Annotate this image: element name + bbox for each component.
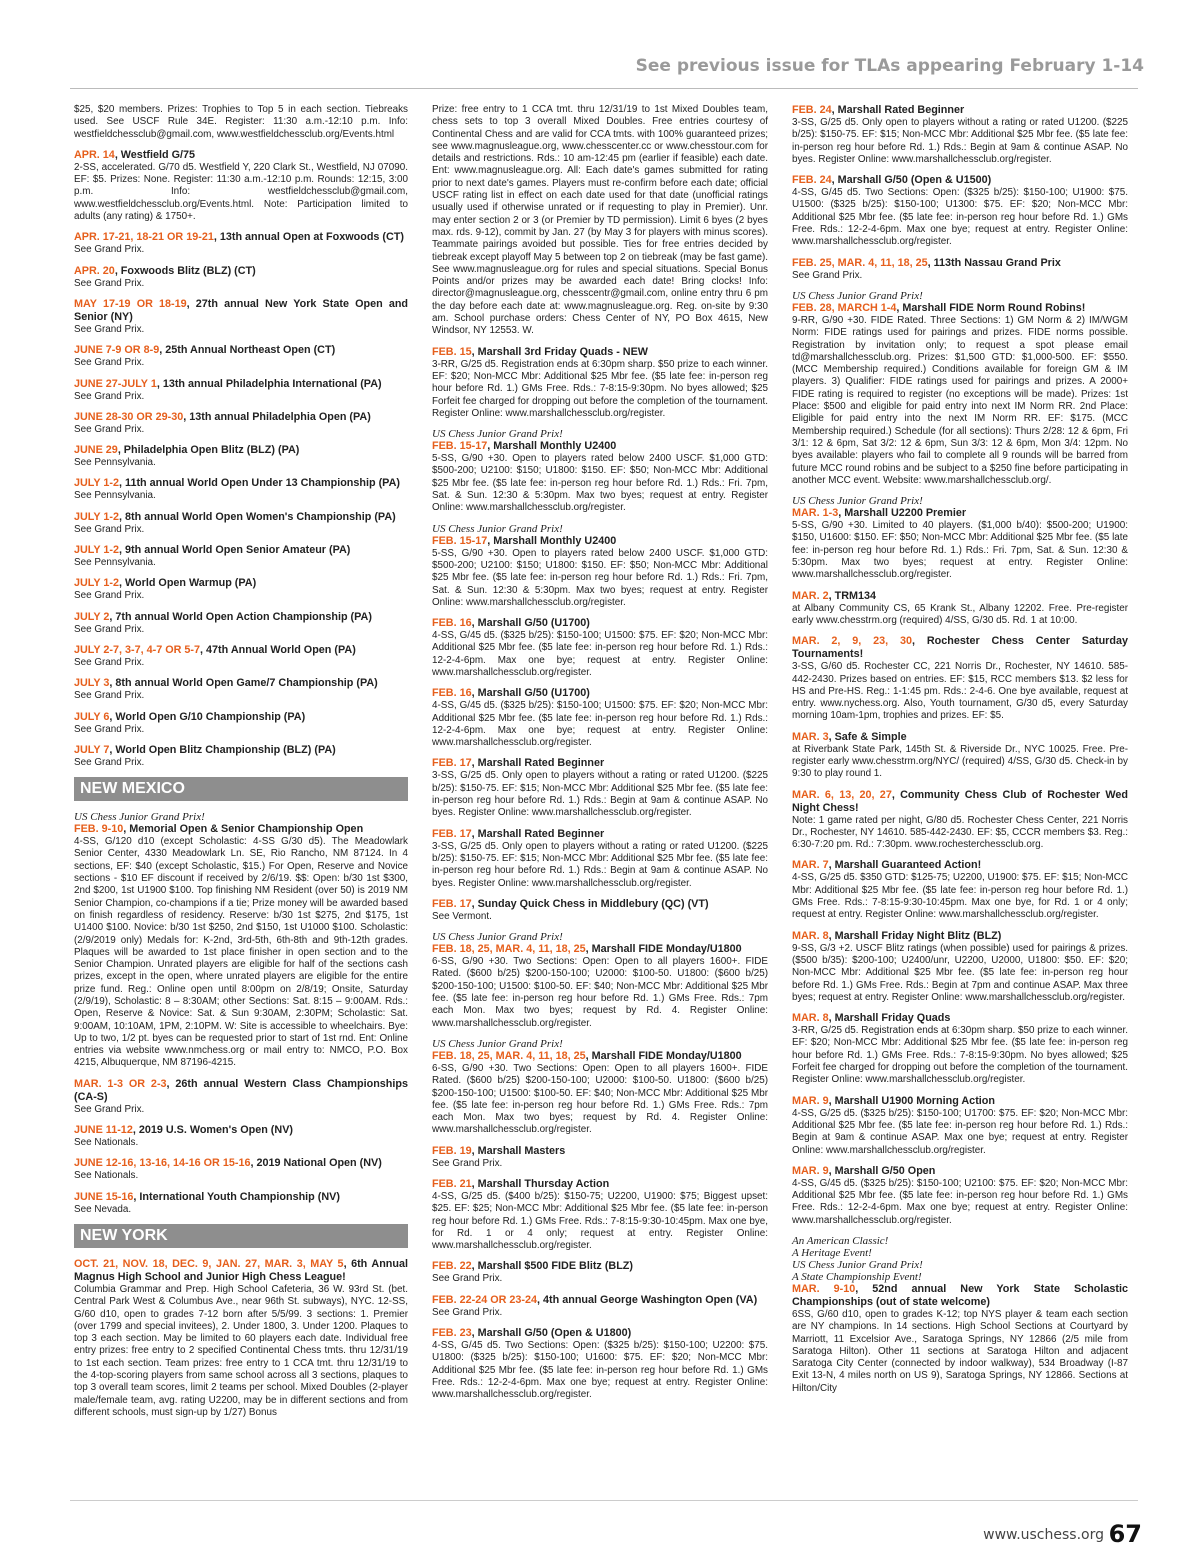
listing-date: MAR. 1-3 OR 2-3 — [74, 1077, 167, 1090]
listing-body: 3-SS, G/25 d5. Only open to players without a rating or rated U1200. ($225 b/25): $150-75. EF: $15; Non-MCC Mbr: Additional $25 Mbr fee. ($5 late fee: in-person reg hour before Rd. 1.) Rds.: Begin at 9am & continue ASAP. No byes. Register Online: www.marshallchessclub.org/register. — [432, 770, 768, 819]
tournament-listing — [792, 174, 1128, 248]
listing-title: , 27th annual New York State Open and Senior (NY) — [74, 297, 409, 323]
tournament-listing — [74, 344, 408, 369]
listing-title: , Marshall U2200 Premier — [838, 507, 967, 520]
listing-body: See Grand Prix. — [74, 423, 145, 435]
listing-date: FEB. 15 — [432, 345, 472, 358]
listing-body: 6-SS, G/90 +30. Two Sections: Open: Open to all players 1600+. FIDE Rated. ($600 b/25) $200-150-100; U2000: $100-50. U1800: ($600 b/25) $200-150-100; U1500: $100-50. EF: $40; Non-MCC Mbr: Additional $25 Mbr fee. ($5 late fee: in-person reg hour before Rd. 1.) GMs Free. Rds.: 7pm each Mon. Max two byes; request by Rd. 4. Register Online: www.marshallchessclub.org/register. — [432, 1062, 768, 1136]
running-header: See previous issue for TLAs appearing February 1-14 — [635, 56, 1144, 76]
listing-heading — [74, 644, 408, 657]
listing-date: FEB. 28, MARCH 1-4 — [792, 301, 897, 314]
listing-heading — [792, 1012, 1128, 1025]
tournament-listing — [432, 523, 768, 609]
listing-heading — [74, 411, 408, 424]
listing-title: , 13th annual Philadelphia Open (PA) — [183, 410, 371, 423]
tournament-listing — [74, 711, 408, 736]
listing-title: , Marshall FIDE Norm Round Robins! — [896, 301, 1086, 314]
tournament-listing — [792, 1095, 1128, 1157]
listing-title: , 8th annual World Open Game/7 Championship (PA) — [109, 677, 378, 690]
tournament-listing — [74, 1078, 408, 1116]
listing-date: JUNE 7-9 OR 8-9 — [74, 344, 160, 357]
tournament-listing — [792, 731, 1128, 781]
listing-kicker: US Chess Junior Grand Prix! — [792, 495, 923, 508]
tournament-listing — [792, 290, 1128, 487]
listing-body: 3-SS, G/25 d5. Only open to players without a rating or rated U1200. ($225 b/25): $150-75. EF: $15; Non-MCC Mbr: Additional $25 Mbr fee. ($5 late fee: in-person reg hour before Rd. 1.) Rds.: Begin at 9am & continue ASAP. No byes. Register Online: www.marshallchessclub.org/register. — [792, 117, 1128, 165]
listing-title: , International Youth Championship (NV) — [133, 1190, 340, 1203]
listing-date: FEB. 15-17 — [432, 440, 488, 453]
listing-body: at Albany Community CS, 65 Krank St., Albany 12202. Free. Pre-register early www.chesstrm.org (required) 4/SS, G/30 d5. Rd. 1 at 10:00. — [792, 602, 1128, 626]
listing-body: 6SS, G/60 d10, open to grades K-12; top NYS player & team each section are NY champions. In 14 sections. High School Sections at Courtyard by Marriott, 11 Excelsior Ave., Saratoga Springs, NY 12866 (2/5 mile from Saratoga Hilton). Other 11 sections at Saratoga Hilton and adjacent Saratoga City Center (connected by indoor walkway), 534 Broadway (I-87 Exit 13-N, 4 miles north on US 9), Saratoga Springs, NY 12866. Sections at Hilton/City — [792, 1309, 1128, 1394]
listing-body: 3-RR, G/25 d5. Registration ends at 6:30pm sharp. $50 prize to each winner. EF: $20; Non-MCC Mbr: Additional $25 Mbr fee. ($5 late fee: in-person reg hour before Rd. 1.) GMs Free. Rds.: 7-8:15-9:30pm. No byes allowed; $25 Forfeit fee charged for dropping out before the completion of the tournament. Register Online: www.marshallchessclub.org/register. — [792, 1025, 1128, 1086]
listing-heading — [432, 687, 768, 700]
listing-body: See Grand Prix. — [74, 756, 145, 768]
listing-body: See Grand Prix. — [74, 690, 145, 702]
listing-heading — [74, 1258, 408, 1284]
listing-heading — [74, 611, 408, 624]
listing-title: , Marshall G/50 Open — [828, 1164, 936, 1177]
listing-body: $25, $20 members. Prizes: Trophies to Top 5 in each section. Tiebreaks used. See USCF Rule 34E. Register: 11:30 a.m.-12:10 p.m. Info: westfieldchessclub@gmail.com, www.westfieldchessclub.org/Events.html — [74, 104, 408, 140]
listing-date: MAR. 2, 9, 23, 30 — [792, 635, 912, 648]
listing-body: Columbia Grammar and Prep. High School Cafeteria, 36 W. 93rd St. (bet. Central Park West & Columbus Ave., near 96th St. subways), NYC. 12-SS, G/60 d10, open to grades 7-12 born after 5/5/99. 3 sections: 1. Premier (over 1799 and special invitees), 2. Under 1800, 3. Under 1200. Plaques to top 3 each section. May be limited to 60 players each date. Individual free entry prizes: free entry to 2 specified Continental Chess tmts. thru 12/31/19 to 1st each section. Team prizes: free entry to 1 CCA tmt. thru 12/31/19 to the 4-top-scoring players from same school across all 3 sections, plaques to top 3 overall team scores, limit 2 teams per school. Mixed Doubles (2-player male/female team, avg. rating U2200, may be in different sections and from different schools, must sign-up by 1/27) Bonus — [74, 1283, 408, 1418]
listing-date: JUNE 29 — [74, 444, 118, 457]
listing-kicker: A State Championship Event! — [792, 1271, 922, 1283]
listing-body: 3-RR, G/25 d5. Registration ends at 6:30pm sharp. $50 prize to each winner. EF: $20; Non-MCC Mbr: Additional $25 Mbr fee. ($5 late fee: in-person reg hour before Rd. 1.) GMs Free. Rds.: 7-8:15-9:30pm. No byes allowed; $25 Forfeit fee charged for dropping out before the completion of the tournament. Register Online: www.marshallchessclub.org/register. — [432, 358, 768, 419]
listing-body: 9-RR, G/90 +30. FIDE Rated. Three Sections: 1) GM Norm & 2) IM/WGM Norm: FIDE ratings used for pairings and prizes. FIDE norms possible. Registration by invitation only; to request a spot please email td@marshallchessclub.org. Prizes: $1,500 GTD: $1,000-500. EF: $550. (MCC Membership required.) Conditions available for foreign GM & IM players. 3) Qualifier: FIDE ratings used for pairings and prizes. A 2000+ FIDE rating is required to register (no exceptions will be made). Prizes: 1st Place: $500 and eligible for paid entry into next IM Norm RR. 2nd Place: Eligible for paid entry into the next IM Norm RR. EF: $175. (MCC Membership required.) Schedule (for all sections): Thurs 2/28: 12 & 6pm, Fri 3/1: 12 & 6pm, Sat 3/2: 12 & 6pm, Sun 3/3: 12 & 6pm, Mon 3/4: 12pm. No byes available: players who fail to complete all 9 rounds will be barred from future MCC round robins and be subject to a $250 fine before participating in another MCC event. Website: www.marshallchessclub.org/. — [792, 314, 1128, 486]
listing-body: 3-SS, G/25 d5. Only open to players without a rating or rated U1200. ($225 b/25): $150-75. EF: $15; Non-MCC Mbr: Additional $25 Mbr fee. ($5 late fee: in-person reg hour before Rd. 1.) Rds.: Begin at 9am & continue ASAP. No byes. Register Online: www.marshallchessclub.org/register. — [432, 840, 768, 889]
tournament-listing — [792, 789, 1128, 852]
tournament-listing — [792, 1165, 1128, 1227]
listing-title: , World Open Warmup (PA) — [119, 577, 257, 590]
listing-heading — [432, 898, 768, 911]
listing-title: , 52nd annual New York State Scholastic Championships (out of state welcome) — [792, 1283, 1129, 1308]
listing-date: JULY 1-2 — [74, 577, 120, 590]
listing-title: , Marshall Guaranteed Action! — [828, 859, 982, 872]
tournament-listing — [432, 104, 768, 338]
column-2 — [432, 104, 768, 1410]
listing-title: , Marshall Masters — [471, 1144, 566, 1157]
listing-body: Note: 1 game rated per night, G/80 d5. Rochester Chess Center, 221 Norris Dr., Rochester, NY 14610. 585-442-2430. EF: $5, CCCR members $3. Reg.: 6:30-7:20 pm. Rd.: 7:30pm. www.rochesterchessclub.org. — [792, 814, 1128, 851]
tournament-listing — [432, 757, 768, 819]
listing-date: JULY 2 — [74, 610, 110, 623]
listing-title: , Marshall $500 FIDE Blitz (BLZ) — [471, 1260, 633, 1273]
listing-body: See Grand Prix. — [74, 323, 145, 335]
listing-body: See Grand Prix. — [74, 1103, 145, 1115]
listing-date: FEB. 25, MAR. 4, 11, 18, 25 — [792, 256, 928, 269]
listing-date: JULY 3 — [74, 677, 110, 690]
listing-heading — [74, 823, 408, 836]
tournament-listing — [74, 1191, 408, 1216]
tournament-listing — [432, 828, 768, 890]
listing-heading — [432, 617, 768, 630]
listing-body: 5-SS, G/90 +30. Limited to 40 players. ($1,000 b/40): $500-200; U1900: $150, U1600: $150. EF: $50; Non-MCC Mbr: Additional $25 Mbr fee. ($5 late fee: in-person reg hour before Rd. 1.) Rds.: Fri. 7pm, Sat. & Sun. 12:30 & 5:30pm. Max two byes; request at entry. Register Online: www.marshallchessclub.org/register. — [792, 520, 1128, 581]
listing-date: FEB. 24 — [792, 104, 832, 116]
tournament-listing — [74, 231, 408, 256]
listing-date: APR. 20 — [74, 264, 115, 277]
listing-title: , Marshall Rated Beginner — [471, 757, 605, 770]
listing-title: , 13th annual Philadelphia International (PA) — [156, 377, 382, 390]
tournament-listing — [792, 1012, 1128, 1086]
tournament-listing — [74, 511, 408, 536]
footer-site: www.uschess.org — [983, 1527, 1104, 1543]
tournament-listing — [432, 1178, 768, 1252]
listing-body: See Grand Prix. — [74, 523, 145, 535]
tournament-listing — [74, 811, 408, 1070]
listing-title: , 7th annual World Open Action Championship (PA) — [109, 610, 372, 623]
section-heading: NEW YORK — [74, 1224, 408, 1248]
listing-date: JUNE 15-16 — [74, 1190, 134, 1203]
listing-body: 4-SS, G/25 d5. $350 GTD: $125-75; U2200, U1900: $75. EF: $15; Non-MCC Mbr: Additional $25 Mbr fee. ($5 late fee: in-person reg hour before Rd. 1.) GMs Free. Rds.: 7-8:15-9:30-10:45pm. Max one bye, for Rd. 1 or 4 only; request at entry. Register Online: www.marshallchessclub.org/register. — [792, 872, 1128, 921]
listing-heading — [74, 711, 408, 724]
listing-date: JULY 1-2 — [74, 510, 120, 523]
listing-title: , 113th Nassau Grand Prix — [927, 256, 1061, 269]
listing-body: See Pennsylvania. — [74, 557, 156, 569]
listing-title: , Marshall Friday Night Blitz (BLZ) — [828, 929, 1002, 942]
listing-date: FEB. 9-10 — [74, 823, 124, 836]
listing-kicker: US Chess Junior Grand Prix! — [432, 931, 563, 944]
listing-kicker: US Chess Junior Grand Prix! — [432, 428, 563, 441]
listing-heading — [74, 298, 408, 324]
listing-body: See Grand Prix. — [74, 723, 145, 735]
listing-kicker: US Chess Junior Grand Prix! — [792, 1259, 923, 1271]
listing-date: OCT. 21, NOV. 18, DEC. 9, JAN. 27, MAR. 3, MAY 5 — [74, 1257, 344, 1270]
listing-date: MAR. 8 — [792, 1012, 829, 1025]
listing-body: 5-SS, G/90 +30. Open to players rated below 2400 USCF. $1,000 GTD: $500-200; U2100: $150; U1800: $150. EF: $50; Non-MCC Mbr: Additional $25 Mbr fee. ($5 late fee: in-person reg hour before Rd. 1.) Rds.: Fri. 7pm, Sat. & Sun. 12:30 & 5:30pm. Max two byes; request at entry. Register Online: www.marshallchessclub.org/register. — [432, 453, 768, 514]
tournament-listing — [74, 677, 408, 702]
listing-date: APR. 14 — [74, 148, 115, 161]
tournament-listing — [74, 1258, 408, 1419]
listing-date: JULY 6 — [74, 710, 110, 723]
listing-kicker: US Chess Junior Grand Prix! — [432, 1037, 563, 1050]
listing-body: 4-SS, G/45 d5. ($325 b/25): $150-100; U1500: $75. EF: $20; Non-MCC Mbr: Additional $25 Mbr fee. ($5 late fee: in-person reg hour before Rd. 1.) Rds.: 12-2-4-6pm. Max one bye; request at entry. Register Online: www.marshallchessclub.org/register. — [432, 630, 768, 678]
listing-heading — [74, 677, 408, 690]
tournament-listing — [74, 444, 408, 469]
listing-body: 2-SS, accelerated. G/70 d5. Westfield Y, 220 Clark St., Westfield, NJ 07090. EF: $5. Prizes: None. Register: 11:30 a.m.-12:10 p.m. Rounds: 12:15, 3:00 p.m. Info: westfieldchessclub@gmail.com, www.westfieldchessclub.org/Events.html. Note: Participation limited to adults (any rating) & 1750+. — [74, 161, 408, 223]
listing-title: , Marshall G/50 (Open & U1500) — [831, 174, 992, 187]
listing-heading — [792, 104, 1128, 117]
listing-body: 4-SS, G/45 d5. ($325 b/25): $150-100; U1500: $75. EF: $20; Non-MCC Mbr: Additional $25 Mbr fee. ($5 late fee: in-person reg hour before Rd. 1.) Rds.: 12-2-4-6pm. Max one bye; request at entry. Register Online: www.marshallchessclub.org/register. — [432, 700, 768, 749]
tournament-listing — [74, 265, 408, 290]
tournament-listing — [74, 577, 408, 602]
listing-heading — [432, 346, 768, 359]
listing-heading — [74, 231, 408, 244]
listing-heading — [74, 1191, 408, 1204]
listing-title: , 47th Annual World Open (PA) — [200, 643, 356, 656]
listing-heading — [432, 1178, 768, 1191]
tournament-listing — [432, 1327, 768, 1401]
listing-date: JUNE 28-30 OR 29-30 — [74, 410, 184, 423]
listing-heading — [432, 1050, 768, 1063]
listing-date: FEB. 21 — [432, 1178, 472, 1190]
listing-heading — [792, 1283, 1128, 1309]
listing-body: 4-SS, G/45 d5. ($325 b/25): $150-100; U2100: $75. EF: $20; Non-MCC Mbr: Additional $25 Mbr fee. ($5 late fee: in-person reg hour before Rd. 1.) GMs Free. Rds.: 12-2-4-6pm. Max one bye; request at entry. Register Online: www.marshallchessclub.org/register. — [792, 1177, 1128, 1226]
listing-title: , Foxwoods Blitz (BLZ) (CT) — [114, 264, 256, 277]
listing-heading — [74, 444, 408, 457]
listing-heading — [74, 378, 408, 391]
listing-heading — [432, 943, 768, 956]
listing-heading — [74, 265, 408, 278]
tournament-listing — [432, 1038, 768, 1137]
listing-date: MAR. 9 — [792, 1164, 829, 1177]
listing-kicker: An American Classic! — [792, 1235, 889, 1247]
listing-date: MAR. 2 — [792, 589, 829, 602]
listing-heading — [792, 590, 1128, 603]
listing-body: 9-SS, G/3 +2. USCF Blitz ratings (when possible) used for pairings & prizes. ($500 b/35): $200-100; U2400/unr, U2200, U2000, U1800: $50. EF: $20; Non-MCC Mbr: Additional $25 Mbr fee. ($5 late fee: in-person reg hour before Rd. 1.) GMs Free. Rds.: Begin at 7pm and continue ASAP. Max three byes; request at entry. Register Online: www.marshallchessclub.org/register. — [792, 942, 1128, 1003]
listing-heading — [74, 544, 408, 557]
listing-date: FEB. 18, 25, MAR. 4, 11, 18, 25 — [432, 1049, 586, 1062]
listing-body: See Grand Prix. — [74, 390, 145, 402]
listing-heading — [792, 930, 1128, 943]
listing-date: JULY 1-2 — [74, 477, 120, 490]
listing-title: , Philadelphia Open Blitz (BLZ) (PA) — [117, 444, 300, 457]
tournament-listing — [432, 428, 768, 514]
listing-heading — [792, 257, 1128, 270]
listing-heading — [432, 440, 768, 453]
listing-date: APR. 17-21, 18-21 OR 19-21 — [74, 231, 214, 244]
listing-date: JUNE 12-16, 13-16, 14-16 OR 15-16 — [74, 1157, 251, 1170]
tournament-listing — [432, 1145, 768, 1170]
listing-body: See Pennsylvania. — [74, 457, 156, 469]
listing-date: MAR. 6, 13, 20, 27 — [792, 788, 892, 801]
header-rule — [70, 88, 1138, 89]
listing-body: See Grand Prix. — [74, 244, 145, 256]
listing-title: , Marshall U1900 Morning Action — [828, 1094, 995, 1107]
listing-title: , Marshall Rated Beginner — [831, 104, 965, 116]
listing-title: , Marshall Monthly U2400 — [487, 534, 617, 547]
listing-heading — [74, 477, 408, 490]
listing-date: MAR. 8 — [792, 929, 829, 942]
tournament-listing — [74, 411, 408, 436]
footer-rule — [70, 1500, 1138, 1501]
listing-date: FEB. 18, 25, MAR. 4, 11, 18, 25 — [432, 943, 586, 956]
listing-heading — [792, 507, 1128, 520]
column-3 — [792, 104, 1128, 1403]
listing-title: , 9th annual World Open Senior Amateur (PA) — [119, 544, 351, 557]
listing-body: See Grand Prix. — [74, 656, 145, 668]
tournament-listing — [74, 477, 408, 502]
listing-title: , Marshall Thursday Action — [471, 1178, 610, 1190]
listing-title: , 6th Annual Magnus High School and Junior High Chess League! — [74, 1257, 408, 1283]
listing-body: 3-SS, G/60 d5. Rochester CC, 221 Norris Dr., Rochester, NY 14610. 585-442-2430. Prizes based on entries. EF: $15, RCC members $13. $2 less for HS and Pre-HS. Reg.: 1-1:45 pm. Rds.: 2-4-6. One bye available, request at entry. www.nychess.org. Also, Youth tournament, G/30 d5, every Saturday morning 10am-1pm, trophies and prizes. EF: $5. — [792, 661, 1128, 722]
listing-heading — [74, 744, 408, 757]
listing-heading — [74, 1124, 408, 1137]
tournament-listing — [432, 1294, 768, 1319]
listing-date: FEB. 16 — [432, 617, 472, 630]
listing-date: FEB. 17 — [432, 827, 472, 840]
listing-body: 5-SS, G/90 +30. Open to players rated below 2400 USCF. $1,000 GTD: $500-200; U2100: $150; U1800: $150. EF: $50; Non-MCC Mbr: Additional $25 Mbr fee. ($5 late fee: in-person reg hour before Rd. 1.) Rds.: Fri. 7pm, Sat. & Sun. 12:30 & 5:30pm. Max two byes; request at entry. Register Online: www.marshallchessclub.org/register. — [432, 547, 768, 608]
listing-date: FEB. 17 — [432, 897, 472, 910]
listing-title: , Marshall G/50 (U1700) — [471, 687, 590, 700]
listing-title: , Marshall FIDE Monday/U1800 — [585, 943, 742, 956]
tournament-listing — [792, 590, 1128, 628]
listing-date: FEB. 16 — [432, 687, 472, 700]
tournament-listing — [792, 104, 1128, 166]
tournament-listing — [432, 931, 768, 1030]
listing-title: , Memorial Open & Senior Championship Open — [123, 823, 364, 836]
listing-body: 6-SS, G/90 +30. Two Sections: Open: Open to all players 1600+. FIDE Rated. ($600 b/25) $200-150-100; U2000: $100-50. U1800: ($600 b/25) $200-150-100; U1500: $100-50. EF: $40; Non-MCC Mbr: Additional $25 Mbr fee. ($5 late fee: in-person reg hour before Rd. 1.) GMs Free. Rds.: 7pm each Mon. Max two byes; request by Rd. 4. Register Online: www.marshallchessclub.org/register. — [432, 956, 768, 1029]
listing-title: , Marshall G/50 (Open & U1800) — [471, 1327, 632, 1340]
listing-body: Prize: free entry to 1 CCA tmt. thru 12/31/19 to 1st Mixed Doubles team, chess sets to top 3 overall Mixed Doubles. Free entries courtesy of Continental Chess and are valid for CCA tmts. with 100% guaranteed prizes; see www.magnusleague.org, www.chesscenter.cc or www.chesstour.com for details and restrictions. Rds.: 10 am-12:45 pm (earlier if feasible) each date. Ent: www.magnusleague.org. All: Each date's games submitted for rating prior to next date's games. Players must re-confirm before each date; official USCF rating list in effect on each date used for that date (unofficial ratings usually used if otherwise unrated or if requesting to play in Premier). Unr. may enter section 2 or 3 (or Premier by TD permission). Limit 6 byes (2 byes max. rds. 9-12), commit by Jan. 27 (by May 3 for players with minus scores). Teammate pairings avoided but possible. Ties for free entries decided by tiebreak except playoff May 5 between top 2 on tiebreak (may be fast game). See www.magnusleague.org for rules and special situations. Special Bonus Points and/or prizes may be awarded each date! Bring clocks! Info: director@magnusleague.org, chesscentr@gmail.com, online entry thru 6 pm the day before each date at: www.magnusleague.org. Reg. on-site by 9:30 am. School purchase orders: Chess Center of NY, PO Box 4615, New Windsor, NY 12553. W. — [432, 104, 768, 337]
listing-date: FEB. 23 — [432, 1327, 472, 1340]
listing-date: JUNE 11-12 — [74, 1124, 133, 1137]
listing-title: , 2019 U.S. Women's Open (NV) — [132, 1124, 293, 1137]
listing-kicker: US Chess Junior Grand Prix! — [432, 522, 563, 535]
listing-title: , Marshall G/50 (U1700) — [471, 617, 590, 630]
tournament-listing — [792, 257, 1128, 282]
listing-body: See Nationals. — [74, 1137, 139, 1149]
listing-body: See Nevada. — [74, 1203, 132, 1215]
listing-title: , Marshall FIDE Monday/U1800 — [585, 1049, 742, 1062]
listing-title: , 25th Annual Northeast Open (CT) — [159, 344, 336, 357]
listing-title: , 4th annual George Washington Open (VA) — [537, 1293, 758, 1306]
listing-title: , Marshall Friday Quads — [828, 1012, 951, 1025]
listing-heading — [74, 1078, 408, 1104]
listing-date: JULY 2-7, 3-7, 4-7 OR 5-7 — [74, 643, 201, 656]
listing-body: See Grand Prix. — [432, 1157, 503, 1169]
tournament-listing — [74, 544, 408, 569]
listing-body: See Nationals. — [74, 1170, 139, 1182]
listing-title: , Sunday Quick Chess in Middlebury (QC) (VT) — [471, 897, 709, 910]
listing-body: See Grand Prix. — [432, 1306, 503, 1318]
tournament-listing — [792, 635, 1128, 722]
tournament-listing — [792, 1235, 1128, 1395]
listing-heading — [432, 535, 768, 548]
listing-body: See Vermont. — [432, 910, 492, 922]
listing-title: , Rochester Chess Center Saturday Tournaments! — [792, 635, 1128, 661]
listing-date: MAR. 1-3 — [792, 507, 839, 520]
listing-heading — [74, 1157, 408, 1170]
tournament-listing — [74, 378, 408, 403]
column-1 — [74, 104, 408, 1427]
listing-heading — [74, 577, 408, 590]
listing-title: , TRM134 — [828, 589, 876, 602]
listing-body: 4-SS, G/25 d5. ($400 b/25): $150-75; U2200, U1900: $75; Biggest upset: $25. EF: $25; Non-MCC Mbr: Additional $25 Mbr fee. ($5 late fee: in-person reg hour before Rd. 1.) GMs Free. Rds.: 7-8:15-9:30-10:45pm. Max one bye, for Rd. 1 or 4 only; request at entry. Register Online: www.marshallchessclub.org/register. — [432, 1191, 768, 1252]
listing-title: , 2019 National Open (NV) — [250, 1157, 382, 1170]
listing-date: MAR. 3 — [792, 730, 829, 743]
listing-body: See Grand Prix. — [74, 357, 145, 369]
listing-body: at Riverbank State Park, 145th St. & Riverside Dr., NYC 10025. Free. Pre-register early www.chesstrm.org/NYC/ (required) 4/SS, G/30 d5. Check-in by 9:30 to play round 1. — [792, 743, 1128, 780]
tournament-listing — [74, 149, 408, 223]
listing-heading — [74, 344, 408, 357]
tournament-listing — [74, 1124, 408, 1149]
listing-title: , Marshall 3rd Friday Quads - NEW — [471, 345, 648, 358]
listing-heading — [792, 302, 1128, 315]
listing-date: FEB. 17 — [432, 757, 472, 770]
listing-title: , 8th annual World Open Women's Championship (PA) — [119, 510, 396, 523]
tournament-listing — [74, 644, 408, 669]
listing-date: JUNE 27-JULY 1 — [74, 377, 157, 390]
tournament-listing — [74, 298, 408, 336]
tournament-listing — [74, 1157, 408, 1182]
listing-date: JULY 7 — [74, 743, 110, 756]
listing-title: , Safe & Simple — [828, 730, 907, 743]
tournament-listing — [432, 687, 768, 749]
listing-title: , Marshall Rated Beginner — [471, 827, 605, 840]
listing-heading — [792, 1165, 1128, 1178]
listing-body: See Grand Prix. — [432, 1273, 503, 1285]
listing-kicker: A Heritage Event! — [792, 1247, 872, 1259]
listing-heading — [792, 635, 1128, 661]
tournament-listing — [792, 859, 1128, 921]
listing-date: MAY 17-19 OR 18-19 — [74, 297, 187, 310]
listing-date: FEB. 15-17 — [432, 534, 488, 547]
listing-date: MAR. 7 — [792, 859, 829, 872]
page-number: 67 — [1108, 1520, 1142, 1548]
listing-kicker: US Chess Junior Grand Prix! — [74, 811, 205, 824]
listing-heading — [432, 1260, 768, 1273]
tournament-listing — [432, 346, 768, 420]
listing-heading — [792, 859, 1128, 872]
listing-date: FEB. 24 — [792, 174, 832, 187]
listing-heading — [432, 757, 768, 770]
listing-heading — [74, 511, 408, 524]
listing-body: See Grand Prix. — [74, 623, 145, 635]
listing-heading — [74, 149, 408, 162]
listing-kicker: US Chess Junior Grand Prix! — [792, 289, 923, 302]
listing-body: 4-SS, G/45 d5. Two Sections: Open: ($325 b/25): $150-100; U2200: $75. U1800: ($325 b/25): $150-100; U1600: $75. EF: $20; Non-MCC Mbr: Additional $25 Mbr fee. ($5 late fee: in-person reg hour before Rd. 1.) GMs Free. Rds.: 12-2-4-6pm. Max one bye; request at entry. Register Online: www.marshallchessclub.org/register. — [432, 1340, 768, 1401]
listing-body: 4-SS, G/25 d5. ($325 b/25): $150-100; U1700: $75. EF: $20; Non-MCC Mbr: Additional $25 Mbr fee. ($5 late fee: in-person reg hour before Rd. 1.) Rds.: Begin at 9am & continue ASAP. Max one bye; request at entry. Register Online: www.marshallchessclub.org/register. — [792, 1107, 1128, 1156]
listing-body: See Grand Prix. — [74, 277, 145, 289]
listing-heading — [792, 174, 1128, 187]
tournament-listing — [792, 930, 1128, 1004]
tournament-listing — [792, 495, 1128, 581]
listing-title: , Community Chess Club of Rochester Wed Night Chess! — [792, 788, 1128, 814]
listing-date: FEB. 22-24 OR 23-24 — [432, 1293, 538, 1306]
listing-date: MAR. 9 — [792, 1094, 829, 1107]
listing-heading — [792, 731, 1128, 744]
listing-title: , World Open G/10 Championship (PA) — [109, 710, 306, 723]
listing-title: , World Open Blitz Championship (BLZ) (PA) — [109, 743, 336, 756]
listing-date: FEB. 22 — [432, 1260, 472, 1273]
tournament-listing — [74, 744, 408, 769]
listing-date: FEB. 19 — [432, 1144, 472, 1157]
listing-title: , Westfield G/75 — [114, 148, 196, 161]
listing-body: See Grand Prix. — [792, 269, 863, 281]
listing-heading — [432, 1294, 768, 1307]
tournament-listing — [74, 611, 408, 636]
tournament-listing — [432, 617, 768, 679]
tournament-listing — [432, 1260, 768, 1285]
tournament-listing — [432, 898, 768, 923]
listing-heading — [792, 789, 1128, 815]
listing-date: JULY 1-2 — [74, 544, 120, 557]
section-heading: NEW MEXICO — [74, 777, 408, 801]
listing-body: See Grand Prix. — [74, 590, 145, 602]
listing-heading — [792, 1095, 1128, 1108]
listing-body: See Pennsylvania. — [74, 490, 156, 502]
listing-title: , Marshall Monthly U2400 — [487, 440, 617, 453]
listing-body: 4-SS, G/45 d5. Two Sections: Open: ($325 b/25): $150-100; U1900: $75. U1500: ($325 b/25): $150-100; U1300: $75. EF: $20; Non-MCC Mbr: Additional $25 Mbr fee. ($5 late fee: in-person reg hour before Rd. 1.) GMs Free. Rds.: 12-2-4-6pm. Max one bye; request at entry. Register Online: www.marshallchessclub.org/register. — [792, 187, 1128, 248]
listing-title: , 26th annual Western Class Championships (CA-S) — [74, 1077, 408, 1103]
listing-heading — [432, 1327, 768, 1340]
listing-heading — [432, 828, 768, 841]
tournament-listing — [74, 104, 408, 141]
listing-body: 4-SS, G/120 d10 (except Scholastic: 4-SS G/30 d5). The Meadowlark Senior Center, 4330 Meadowlark Ln. SE, Rio Rancho, NM 87124. In 4 sections, EF: $40 (except Scholastic, $15.) For Open, Reserve and Novice sections - $10 EF discount if received by 2/6/19. $$: Open: b/30 1st $300, 2nd $200, 1st U1900 $100. Top finishing NM Resident (over 50) is 2019 NM Senior Champion, co-champions if a tie; Prize money will be awarded based on finish regardless of residency. Reserve: b/30 1st $275, 2nd $175, 1st U1400 $100. Novice: b/30 1st $250, 2nd $150, 1st U1000 $100. Scholastic: (2/9/2019 only) Medals for: K-2nd, 3rd-5th, 6th-8th and 9th-12th grades. Plaques will be awarded to 1st place finisher in open section and to the Senior Champion. Unrated players are eligible for half of the sections cash prizes, except in the open, where unrated players are eligible for the entire prize fund. Reg.: Online open until 8:00pm on 2/8/19; Onsite, Saturday (2/9/19), Scholastic: 8 – 8:30AM; other Sections: Sat. 8:15 – 9:00AM. Rds.: Open, Reserve & Novice: Sat. & Sun 9:30AM, 2:30PM; Scholastic: Sat. 9:00AM, 10:10AM, 1PM, 2:10PM. W: Site is accessible to wheelchairs. Bye: Up to two, 1/2 pt. byes can be requested prior to start of 1st rnd. Ent: Online entries via website www.nmchess.org or mail entry to: NMCO, P.O. Box 4215, Albuquerque, NM 87196-4215. — [74, 836, 408, 1069]
listing-date: MAR. 9-10 — [792, 1283, 856, 1295]
listing-title: , 11th annual World Open Under 13 Championship (PA) — [119, 477, 400, 490]
listing-title: , 13th annual Open at Foxwoods (CT) — [213, 231, 404, 244]
listing-heading — [432, 1145, 768, 1158]
